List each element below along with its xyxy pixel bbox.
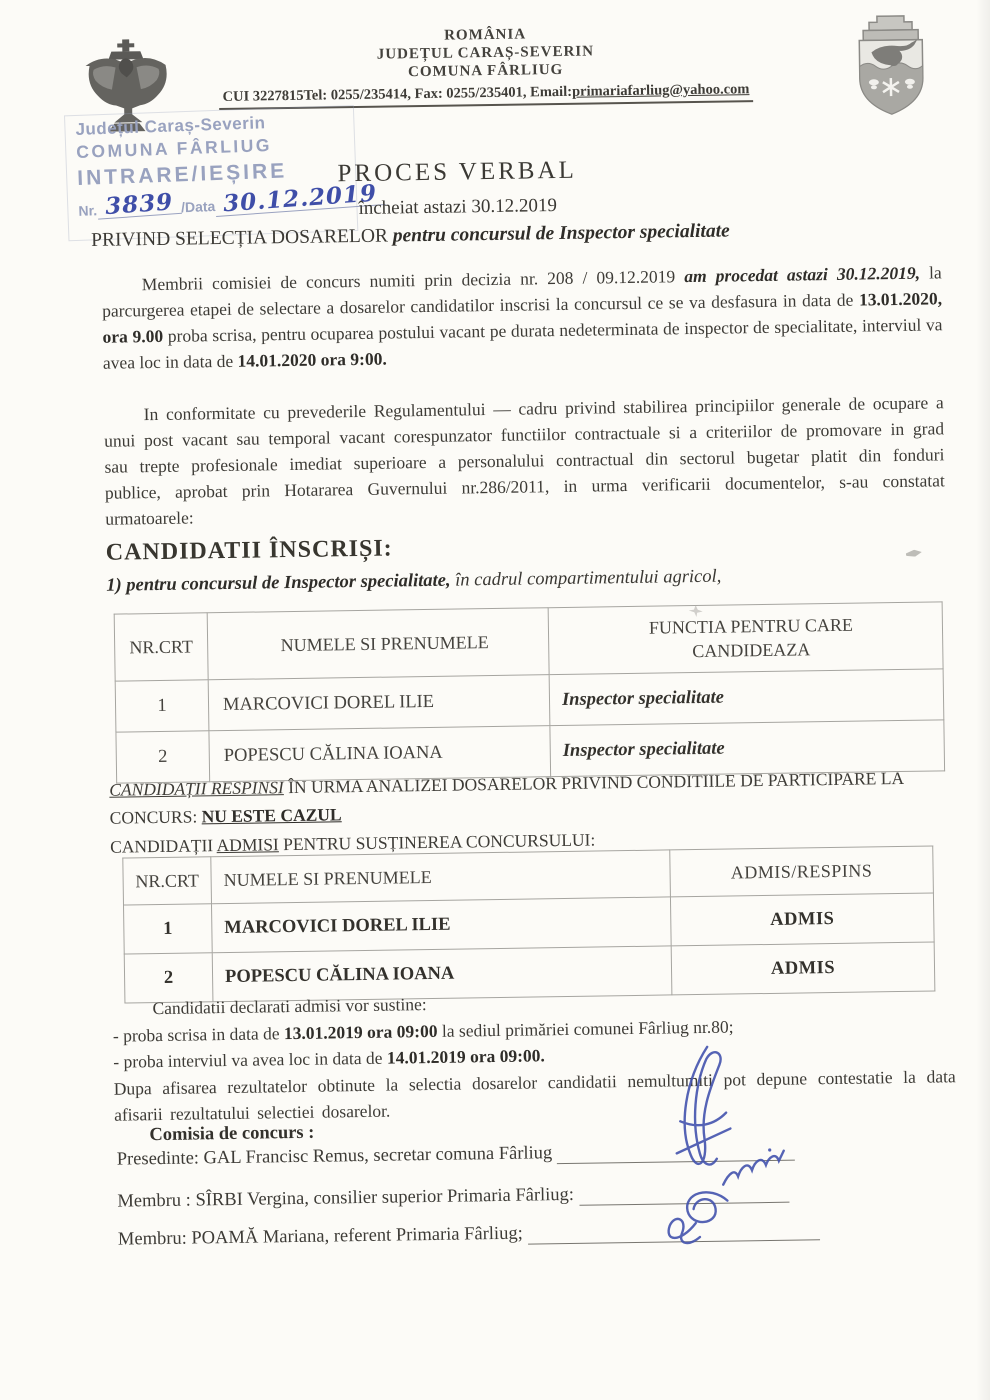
p1-seg3: la parcurgerea etapei de selectare a dosarelor candidatilor inscrisi la concursul ce se va desfasura in data de bbox=[102, 262, 942, 321]
p1-seg2: am procedat astazi 30.12.2019, bbox=[684, 262, 921, 287]
enrolled-subheading bbox=[106, 567, 721, 597]
header-cell-name: NUMELE SI PRENUMELE bbox=[211, 850, 671, 904]
enrolled-sub-bold: 1) pentru concursul de Inspector specialitate, bbox=[106, 570, 451, 596]
rejected-value: NU ESTE CAZUL bbox=[201, 804, 342, 827]
p1-seg5: proba scrisa, pentru ocuparea postului vacant pe durata nedeterminata de inspector de specialitate, interviul va avea loc in data de bbox=[102, 314, 943, 373]
signature-row-member1 bbox=[117, 1182, 789, 1213]
header-commune: COMUNA FÂRLIUG bbox=[407, 61, 564, 81]
member2-label: Membru: POAMĂ Mariana, referent Primaria Fârliug; bbox=[117, 1223, 523, 1250]
cell-status: ADMIS bbox=[670, 893, 934, 946]
header-cell-func: FUNCTIA PENTRU CARE CANDIDEAZA bbox=[548, 602, 943, 675]
contact-email: primariafarliug@yahoo.com bbox=[571, 81, 750, 100]
admitted-pre: CANDIDAȚII bbox=[109, 835, 217, 857]
stamp-type: INTRARE/IEȘIRE bbox=[76, 159, 288, 190]
cell-name: MARCOVICI DOREL ILIE bbox=[208, 675, 550, 731]
written-pre: - proba scrisa in data de bbox=[112, 1022, 285, 1046]
doc-subtitle: încheiat astazi 30.12.2019 bbox=[358, 195, 558, 219]
stamp-number-handwritten: 3839 bbox=[96, 192, 181, 220]
admitted-word: ADMISI bbox=[216, 834, 279, 856]
cell-nr: 2 bbox=[116, 731, 210, 783]
table-header-row bbox=[114, 602, 943, 681]
rejected-label: CANDIDAȚII RESPINSI bbox=[109, 777, 284, 800]
cell-nr: 2 bbox=[124, 953, 213, 1003]
subject-normal: PRIVIND SELECȚIA DOSARELOR bbox=[90, 225, 393, 251]
cell-func: Inspector specialitate bbox=[550, 720, 945, 777]
contact-text: CUI 3227815Tel: 0255/235414, Fax: 0255/235401, Email: bbox=[222, 83, 573, 105]
written-date: 13.01.2019 ora 09:00 bbox=[283, 1020, 438, 1043]
stamp-commune: COMUNA FÂRLIUG bbox=[75, 134, 273, 162]
enrolled-table bbox=[114, 601, 945, 783]
p1-seg4: 13.01.2020, ora 9.00 bbox=[102, 288, 943, 347]
president-label: Presedinte: GAL Francisc Remus, secretar comuna Fârliug bbox=[116, 1143, 553, 1171]
subject-italic: pentru concursul de Inspector specialitate bbox=[392, 220, 730, 247]
signature-row-member2 bbox=[118, 1219, 820, 1251]
header-cell-nr: NR.CRT bbox=[123, 857, 212, 905]
paragraph-legal: In conformitate cu prevederile Regulamentului — cadru privind stabilirea principiilor generale de ocupare a unui post vacant sau temporal vacant corespunzator functiilor contractuale si a criteriilor de promovare in grad sau trepte profesionale imediat superioare a personalului contractual din sectorul bugetar platit din fonduri publice, aprobat prin Hotararea Guvernului nr.286/2011, in urma verificarii documentelor, s-au constatat urmatoarele: bbox=[103, 392, 945, 529]
signature-line bbox=[528, 1219, 820, 1245]
exam-intro: Candidatii declarati admisi vor sustine: bbox=[152, 994, 427, 1019]
stamp-county: Județul Caraș-Severin bbox=[75, 113, 266, 139]
cell-status: ADMIS bbox=[671, 942, 935, 995]
header-cell-name: NUMELE SI PRENUMELE bbox=[207, 608, 549, 680]
admitted-table bbox=[122, 846, 935, 1004]
stamp-date-label: /Data bbox=[180, 198, 216, 216]
doc-title: PROCES VERBAL bbox=[337, 156, 577, 188]
cell-name: MARCOVICI DOREL ILIE bbox=[211, 897, 671, 953]
signature-line bbox=[557, 1140, 795, 1165]
cell-nr: 1 bbox=[115, 680, 209, 732]
cell-name: POPESCU CĂLINA IOANA bbox=[212, 946, 672, 1002]
paper-edge-shadow bbox=[976, 0, 990, 1400]
interview-date: 14.01.2019 ora 09:00. bbox=[386, 1045, 545, 1068]
written-post: la sediul primăriei comunei Fârliug nr.80; bbox=[437, 1015, 734, 1041]
contest-paragraph: Dupa afisarea rezultatelor obtinute la selectia dosarelor candidatii nemultumiti pot depune contestatie la data afisarii rezultatului selectiei dosarelor. bbox=[113, 1065, 956, 1125]
stamp-nr-label: Nr. bbox=[78, 202, 98, 219]
signature-line bbox=[579, 1182, 790, 1206]
committee-heading: Comisia de concurs : bbox=[149, 1122, 315, 1146]
header-county: JUDEȚUL CARAȘ-SEVERIN bbox=[376, 43, 595, 63]
exam-schedule bbox=[112, 983, 956, 1128]
p1-seg1: Membrii comisiei de concurs numiti prin decizia nr. 208 / 09.12.2019 bbox=[141, 266, 685, 295]
admitted-post: PENTRU SUSȚINEREA CONCURSULUI: bbox=[278, 829, 596, 855]
rejected-text: ÎN URMA ANALIZEI DOSARELOR PRIVIND CONDITIILE DE PARTICIPARE LA CONCURS: bbox=[109, 767, 904, 828]
cell-nr: 1 bbox=[124, 904, 213, 954]
interview-pre: - proba interviul va avea loc in data de bbox=[113, 1047, 388, 1072]
enrolled-sub-italic: în cadrul compartimentului agricol, bbox=[450, 566, 722, 591]
header-cell-nr: NR.CRT bbox=[114, 613, 208, 681]
stamp-date-handwritten: 30.12.2019 bbox=[215, 183, 386, 217]
rejected-statement bbox=[109, 764, 922, 861]
enrolled-heading: CANDIDATII ÎNSCRIȘI: bbox=[105, 535, 393, 566]
member1-label: Membru : SÎRBI Vergina, consilier superior Primaria Fârliug: bbox=[117, 1185, 575, 1212]
header-country: ROMÂNIA bbox=[444, 26, 527, 44]
p1-seg6: 14.01.2020 ora 9:00. bbox=[237, 348, 387, 371]
header-cell-status: ADMIS/RESPINS bbox=[670, 846, 934, 897]
scan-artifact bbox=[905, 549, 922, 558]
cell-func: Inspector specialitate bbox=[549, 669, 944, 726]
paragraph-intro bbox=[102, 259, 943, 375]
cell-name: POPESCU CĂLINA IOANA bbox=[209, 726, 551, 782]
